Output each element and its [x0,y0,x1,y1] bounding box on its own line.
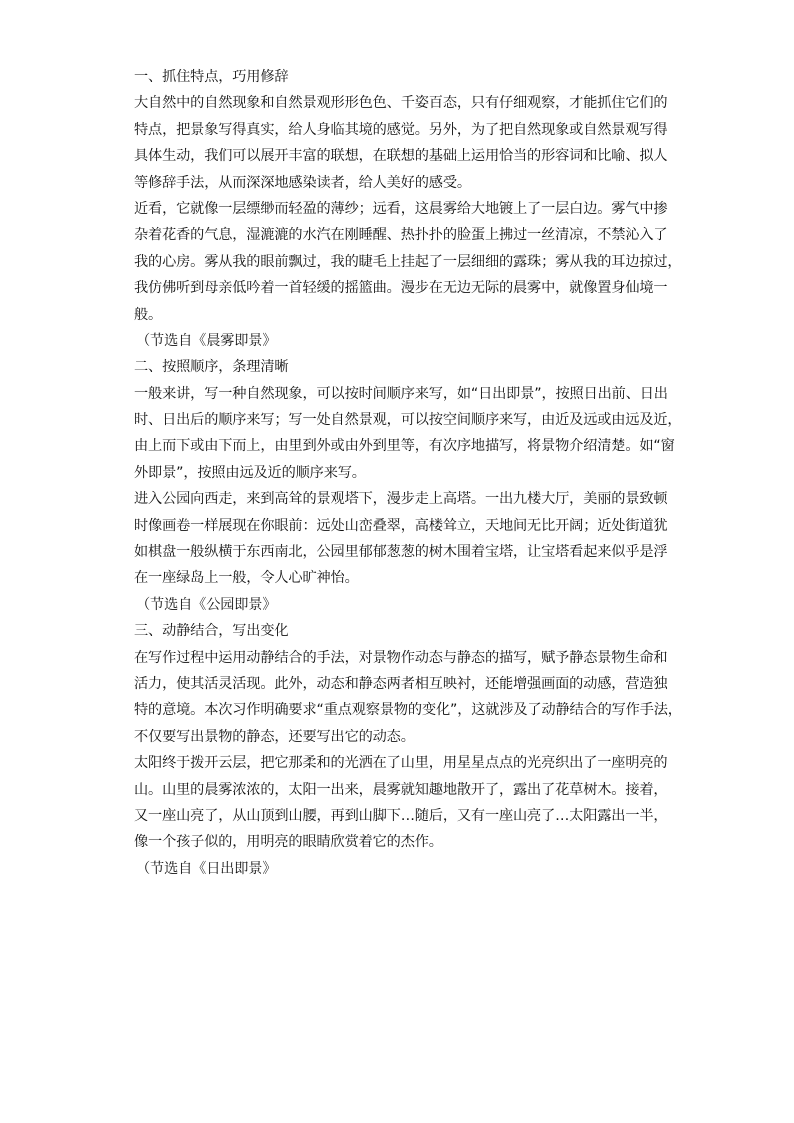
source-citation: （节选自《公园即景》 [136,596,277,613]
text-line: 山。山里的晨雾浓浓的，太阳一出来，晨雾就知趣地散开了，露出了花草树木。接着， [134,781,668,798]
text-line: 我的心房。雾从我的眼前飘过，我的睫毛上挂起了一层细细的露珠；雾从我的耳边掠过， [134,253,682,270]
text-line: 在一座绿岛上一般，令人心旷神怡。 [134,570,359,587]
section-2 [134,354,682,618]
method-paragraph [134,90,668,196]
method-paragraph [134,381,682,487]
text-line: 杂着花香的气息，湿漉漉的水汽在刚睡醒、热扑扑的脸蛋上拂过一丝清凉，不禁沁入了 [134,227,668,244]
text-line: 我仿佛听到母亲低吟着一首轻缓的摇篮曲。漫步在无边无际的晨雾中，就像置身仙境一 [134,280,668,297]
text-line: 又一座山亮了，从山顶到山腰，再到山脚下…随后，又有一座山亮了…太阳露出一半， [134,807,668,824]
text-line: 大自然中的自然现象和自然景观形形色色、千姿百态，只有仔细观察，才能抓住它们的 [134,95,668,112]
text-line: 特的意境。本次习作明确要求“重点观察景物的变化”，这就涉及了动静结合的写作手法， [134,702,682,719]
document-page [134,64,682,882]
example-paragraph [134,750,668,856]
source-citation: （节选自《日出即景》 [136,860,277,877]
section-heading: 二、按照顺序，条理清晰 [134,359,289,376]
text-line: 由上而下或由下而上，由里到外或由外到里等，有次序地描写，将景物介绍清楚。如“窗 [134,438,675,455]
text-line: 时、日出后的顺序来写；写一处自然景观，可以按空间顺序来写，由近及远或由远及近， [134,412,682,429]
section-1 [134,64,682,354]
text-line: 一般来讲，写一种自然现象，可以按时间顺序来写，如“日出即景”，按照日出前、日出 [134,385,668,402]
text-line: 近看，它就像一层缥缈而轻盈的薄纱；远看，这晨雾给大地镀上了一层白边。雾气中掺 [134,200,668,217]
example-paragraph [134,196,682,328]
text-line: 进入公园向西走，来到高耸的景观塔下，漫步走上高塔。一出九楼大厅，美丽的景致顿 [134,491,668,508]
text-line: 像一个孩子似的，用明亮的眼睛欣赏着它的杰作。 [134,834,443,851]
text-line: 般。 [134,306,163,323]
text-line: 活力，使其活灵活现。此外，动态和静态两者相互映衬，还能增强画面的动感，营造独 [134,675,668,692]
section-heading: 一、抓住特点，巧用修辞 [134,69,289,85]
text-line: 外即景”，按照由远及近的顺序来写。 [134,464,366,481]
text-line: 如棋盘一般纵横于东西南北，公园里郁郁葱葱的树木围着宝塔，让宝塔看起来似乎是浮 [134,544,668,561]
example-paragraph [134,486,668,592]
method-paragraph [134,645,682,751]
text-line: 特点，把景象写得真实，给人身临其境的感觉。另外，为了把自然现象或自然景观写得 [134,121,668,138]
text-line: 太阳终于拨开云层，把它那柔和的光洒在了山里，用星星点点的光亮织出了一座明亮的 [134,755,668,772]
section-heading: 三、动静结合，写出变化 [134,623,289,640]
text-line: 等修辞手法，从而深深地感染读者，给人美好的感受。 [134,174,471,191]
text-line: 不仅要写出景物的静态，还要写出它的动态。 [134,728,415,745]
text-line: 时像画卷一样展现在你眼前：远处山峦叠翠，高楼耸立，天地间无比开阔；近处街道犹 [134,517,668,534]
source-citation: （节选自《晨雾即景》 [136,332,277,349]
text-line: 在写作过程中运用动静结合的手法，对景物作动态与静态的描写，赋予静态景物生命和 [134,649,668,666]
text-line: 具体生动，我们可以展开丰富的联想，在联想的基础上运用恰当的形容词和比喻、拟人 [134,148,668,165]
section-3 [134,618,682,882]
